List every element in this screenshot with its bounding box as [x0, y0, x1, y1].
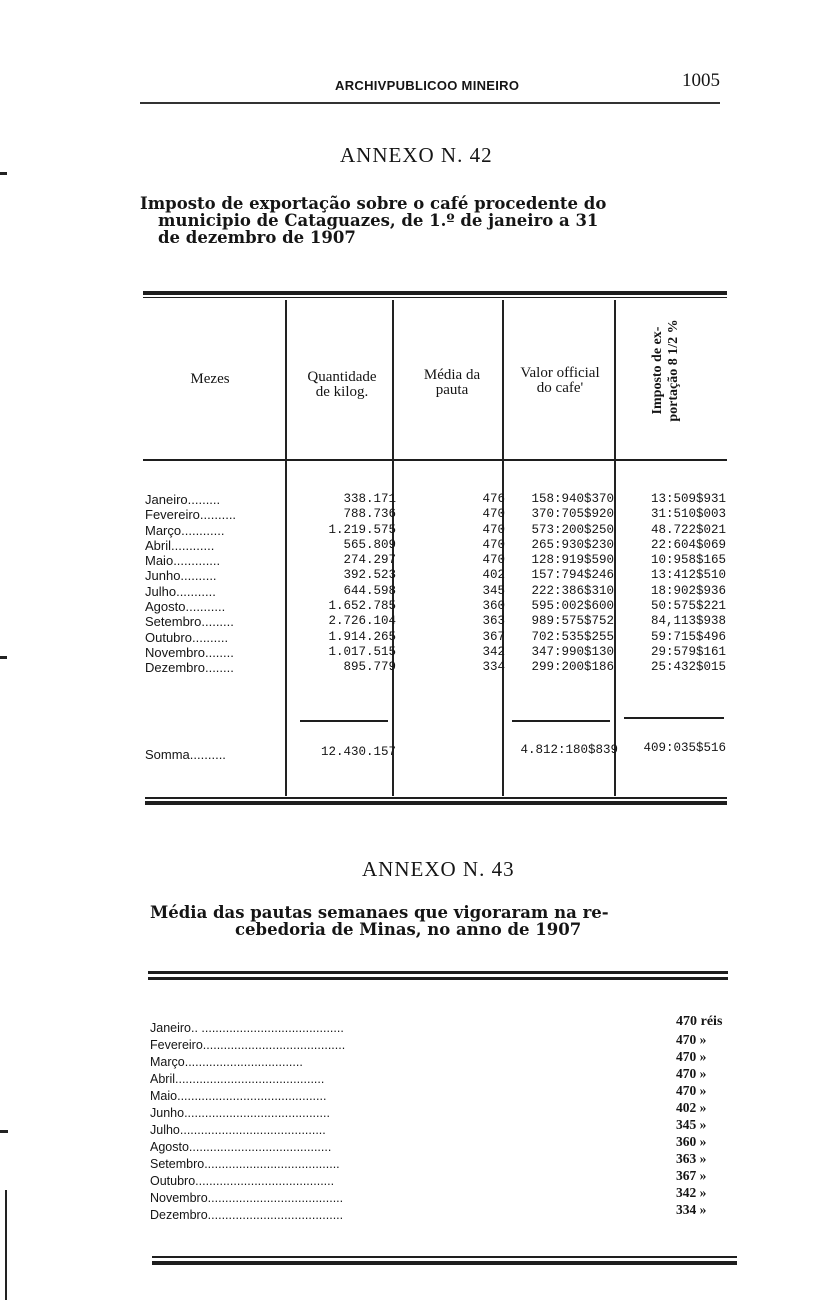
average-cell: 470	[482, 522, 505, 537]
value-cell: 157:794$246	[531, 568, 614, 583]
average-column	[440, 492, 505, 676]
list-value: 342 »	[676, 1185, 707, 1200]
column-header-value	[505, 366, 615, 396]
list-item: Agosto.........................................	[150, 1140, 332, 1154]
average-cell: 345	[482, 583, 505, 598]
value-cell: 573:200$250	[531, 522, 614, 537]
subtotal-rule	[300, 720, 388, 722]
scan-margin-mark	[0, 1130, 8, 1133]
value-cell: 299:200$186	[531, 660, 614, 675]
value-cell: 702:535$255	[531, 629, 614, 644]
quantity-cell: 1.219.575	[328, 522, 396, 537]
list-value: 470 »	[676, 1083, 707, 1098]
annex-42-title	[140, 195, 725, 246]
value-cell: 595:002$600	[531, 599, 614, 614]
scan-margin-mark	[0, 172, 7, 175]
quantity-cell: 1.914.265	[328, 629, 396, 644]
list-value: 470 »	[676, 1049, 707, 1064]
month-cell: Março............	[145, 522, 225, 538]
list-value: 470 »	[676, 1032, 707, 1047]
annex-42-heading: ANNEXO N. 42	[340, 143, 493, 167]
average-cell: 360	[482, 599, 505, 614]
average-cell: 470	[482, 553, 505, 568]
annex-43-title-line: cebedoria de Minas, no anno de 1907	[235, 920, 582, 939]
running-title: ARCHIVPUBLICOO MINEIRO	[335, 78, 520, 93]
list-item: Outubro........................................	[150, 1174, 335, 1188]
list-value: 363 »	[676, 1151, 707, 1166]
list-value: 360 »	[676, 1134, 707, 1149]
column-header-tax-line: portação 8 1/2 %	[666, 319, 681, 422]
list-item: Maio...........................................	[150, 1089, 327, 1103]
average-cell: 367	[482, 629, 505, 644]
tax-cell: 48.722$021	[650, 522, 726, 537]
list-value: 402 »	[676, 1100, 707, 1115]
tax-cell: 13:509$931	[650, 492, 726, 506]
value-cell: 222:386$310	[531, 583, 614, 598]
column-divider	[285, 300, 287, 796]
quantity-cell: 274.297	[343, 553, 396, 568]
month-cell: Janeiro.........	[145, 492, 221, 507]
quantity-cell: 338.171	[343, 492, 396, 506]
column-header-average	[398, 368, 506, 398]
tax-cell: 25:432$015	[650, 660, 726, 675]
month-cell: Novembro........	[145, 644, 234, 660]
list-item: Setembro.......................................	[150, 1157, 340, 1171]
annex-43-bottom-rule	[152, 1256, 737, 1258]
column-header-average-line: pauta	[435, 382, 469, 398]
total-value: 4.812:180$839	[520, 743, 618, 757]
average-cell: 402	[482, 568, 505, 583]
list-item: Abril...........................................	[150, 1072, 325, 1086]
month-column	[145, 492, 285, 676]
table-bottom-rule	[145, 801, 727, 805]
tax-cell: 13:412$510	[650, 568, 726, 583]
tax-cell: 59:715$496	[650, 629, 726, 644]
value-cell: 158:940$370	[531, 492, 614, 506]
quantity-cell: 1.017.515	[328, 644, 396, 659]
subtotal-rule	[624, 717, 724, 719]
total-quantity: 12.430.157	[320, 745, 396, 759]
average-cell: 334	[482, 660, 505, 675]
tax-cell: 50:575$221	[650, 599, 726, 614]
page-number: 1005	[682, 70, 720, 91]
quantity-cell: 565.809	[343, 537, 396, 552]
tax-cell: 18:902$936	[650, 583, 726, 598]
list-item: Fevereiro.........................................	[150, 1038, 346, 1052]
annex-43-top-rule	[148, 977, 728, 980]
unit-label: 470 réis	[676, 1014, 723, 1029]
header-separator-rule	[143, 459, 727, 461]
annex-42-title-line: de dezembro de 1907	[158, 228, 356, 247]
column-header-quantity-line: Quantidade	[307, 369, 377, 385]
annex-43-heading: ANNEXO N. 43	[362, 857, 515, 881]
list-value: 470 »	[676, 1066, 707, 1081]
column-header-average-line: Média da	[423, 367, 481, 383]
scan-margin-line	[5, 1190, 7, 1300]
average-cell: 470	[482, 537, 505, 552]
total-label: Somma..........	[145, 747, 226, 762]
month-cell: Setembro.........	[145, 614, 234, 630]
list-item: Junho..........................................	[150, 1106, 330, 1120]
month-cell: Abril............	[145, 537, 215, 553]
annex-43-title-line: Média das pautas semanaes que vigoraram na re-	[150, 903, 609, 922]
annex-43-month-column	[150, 1020, 630, 1224]
month-cell: Agosto...........	[145, 599, 226, 615]
list-value: 345 »	[676, 1117, 707, 1132]
annex-43-bottom-rule	[152, 1261, 737, 1265]
month-cell: Julho...........	[145, 583, 216, 599]
tax-cell: 10:958$165	[650, 553, 726, 568]
column-header-quantity-line: de kilog.	[315, 384, 369, 400]
value-cell: 347:990$130	[531, 644, 614, 659]
tax-cell: 31:510$003	[650, 507, 726, 522]
column-header-value-line: do cafe'	[536, 380, 584, 396]
month-cell: Junho..........	[145, 568, 217, 584]
list-item: Março..................................	[150, 1055, 303, 1069]
annex-43-value-column	[676, 1031, 736, 1218]
column-header-tax	[650, 293, 704, 448]
quantity-cell: 2.726.104	[328, 614, 396, 629]
month-cell: Maio.............	[145, 553, 221, 569]
tax-cell: 29:579$161	[650, 644, 726, 659]
list-item: Novembro.......................................	[150, 1191, 344, 1205]
annex-42-title-line: municipio de Cataguazes, de 1.º de janeiro a 31	[158, 211, 599, 230]
annex-43-top-rule	[148, 971, 728, 974]
list-value: 367 »	[676, 1168, 707, 1183]
column-header-tax-line: Imposto de ex-	[650, 326, 665, 415]
column-header-value-line: Valor official	[520, 365, 600, 381]
quantity-cell: 1.652.785	[328, 599, 396, 614]
month-cell: Outubro..........	[145, 629, 229, 645]
list-item: Julho..........................................	[150, 1123, 326, 1137]
list-item: Dezembro.......................................	[150, 1208, 344, 1222]
average-cell: 470	[482, 507, 505, 522]
table-top-rule	[143, 297, 727, 298]
quantity-cell: 895.779	[343, 660, 396, 675]
month-cell: Dezembro........	[145, 660, 234, 676]
quantity-cell: 788.736	[343, 507, 396, 522]
average-cell: 363	[482, 614, 505, 629]
quantity-cell: 392.523	[343, 568, 396, 583]
average-cell: 342	[482, 644, 505, 659]
value-cell: 265:930$230	[531, 537, 614, 552]
table-top-rule	[143, 291, 727, 295]
value-column	[508, 492, 614, 676]
quantity-cell: 644.598	[343, 583, 396, 598]
total-tax: 409:035$516	[643, 741, 726, 755]
table-bottom-rule	[145, 797, 727, 799]
column-header-quantity	[288, 370, 396, 400]
list-value: 334 »	[676, 1202, 707, 1217]
tax-cell: 84,113$938	[650, 614, 726, 629]
value-cell: 128:919$590	[531, 553, 614, 568]
average-cell: 476	[482, 492, 505, 506]
value-cell: 989:575$752	[531, 614, 614, 629]
column-header-months: Mezes	[190, 371, 230, 387]
subtotal-rule	[512, 720, 610, 722]
list-item: Janeiro.. .........................................	[150, 1021, 344, 1035]
annex-43-title	[150, 904, 740, 938]
tax-cell: 22:604$069	[650, 537, 726, 552]
value-cell: 370:705$920	[531, 507, 614, 522]
tax-column	[622, 492, 726, 676]
annex-42-title-line: Imposto de exportação sobre o café procedente do	[140, 194, 607, 213]
quantity-column	[300, 492, 396, 676]
month-cell: Fevereiro..........	[145, 507, 237, 523]
scan-margin-mark	[0, 656, 7, 659]
